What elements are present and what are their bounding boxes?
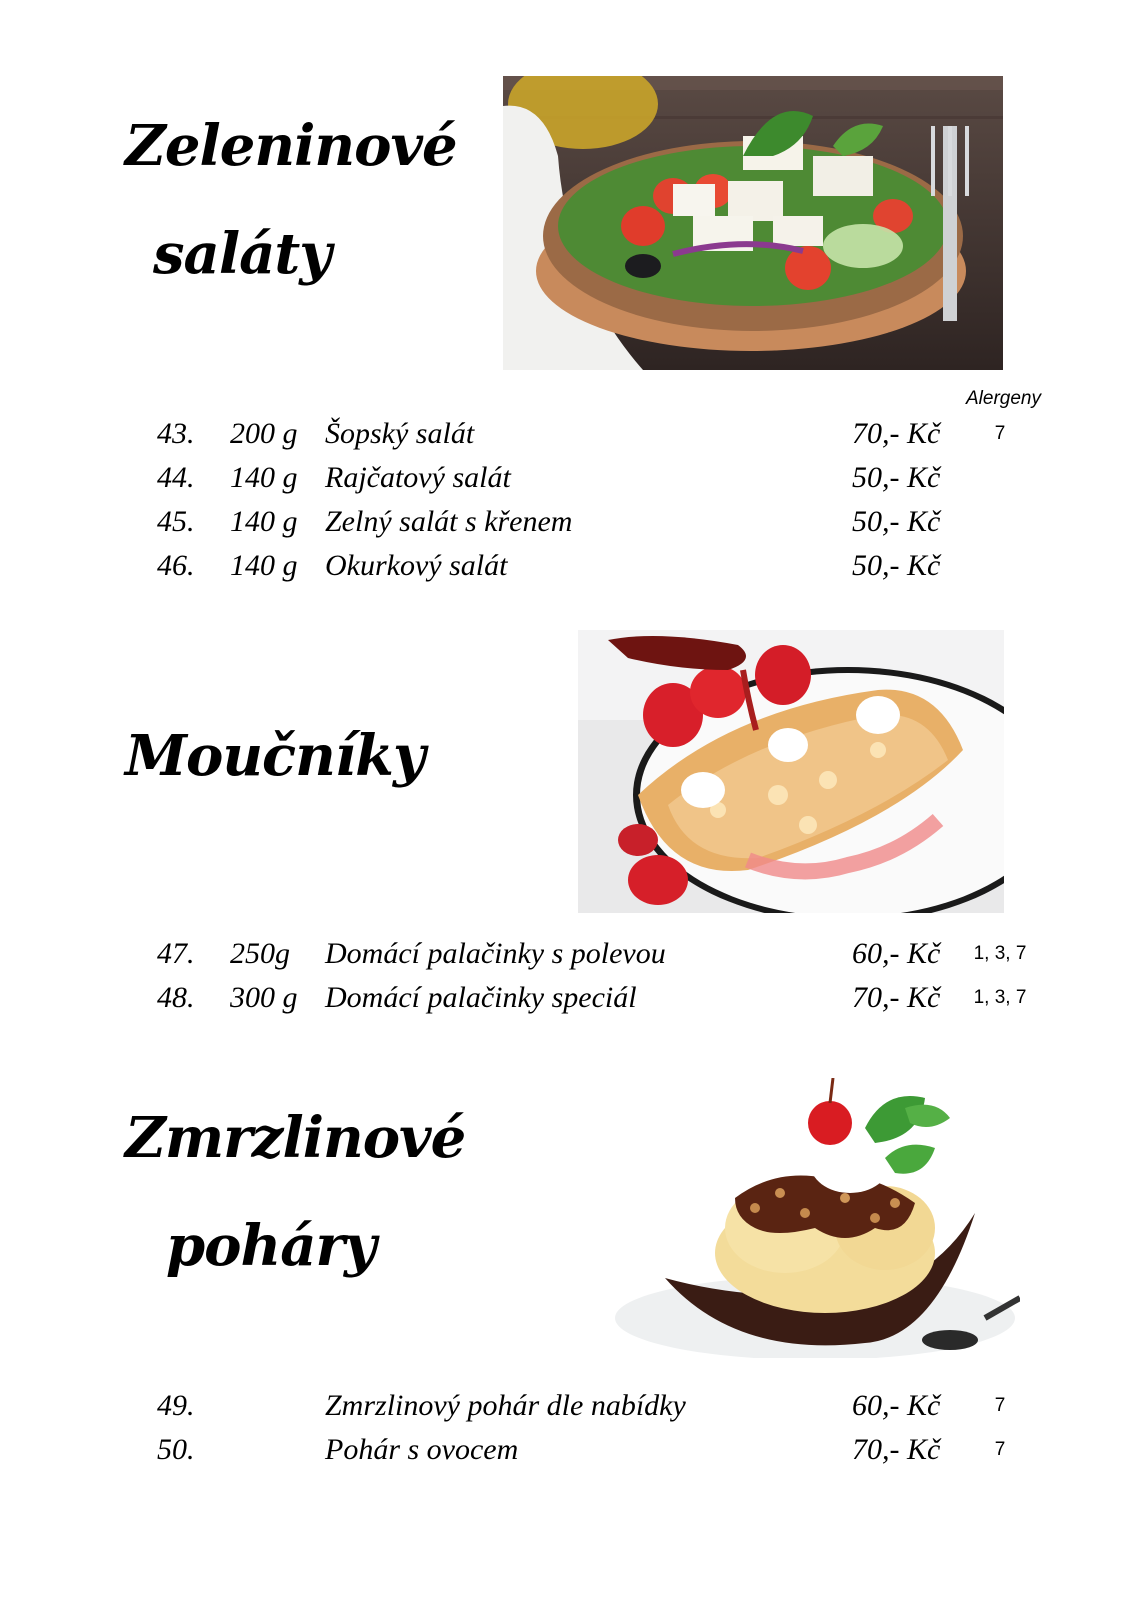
section-title-ice-cream-line2: poháry — [166, 1213, 376, 1279]
section-title-salads-line1: Zeleninové — [125, 113, 457, 179]
item-price: 50,- Kč — [852, 505, 941, 538]
item-name: Zelný salát s křenem — [325, 505, 573, 538]
section-title-salads-line2: saláty — [153, 221, 331, 287]
item-number: 50. — [157, 1433, 195, 1466]
item-weight: 300 g — [230, 981, 298, 1014]
menu-item — [0, 978, 1132, 1018]
section-title-desserts: Moučníky — [125, 723, 425, 789]
item-name: Domácí palačinky speciál — [325, 981, 637, 1014]
pancake-photo — [578, 630, 1004, 913]
item-number: 43. — [157, 417, 195, 450]
item-name: Pohár s ovocem — [325, 1433, 519, 1466]
item-number: 48. — [157, 981, 195, 1014]
item-number: 49. — [157, 1389, 195, 1422]
menu-item — [0, 1430, 1132, 1470]
item-allergens: 7 — [994, 1395, 1006, 1416]
item-price: 60,- Kč — [852, 1389, 941, 1422]
item-number: 44. — [157, 461, 195, 494]
menu-item — [0, 1386, 1132, 1426]
item-price: 50,- Kč — [852, 461, 941, 494]
item-price: 50,- Kč — [852, 549, 941, 582]
item-name: Domácí palačinky s polevou — [325, 937, 666, 970]
item-weight: 250g — [230, 937, 290, 970]
menu-item — [0, 458, 1132, 498]
item-price: 60,- Kč — [852, 937, 941, 970]
item-price: 70,- Kč — [852, 1433, 941, 1466]
item-price: 70,- Kč — [852, 981, 941, 1014]
item-price: 70,- Kč — [852, 417, 941, 450]
item-weight: 140 g — [230, 549, 298, 582]
item-number: 45. — [157, 505, 195, 538]
item-number: 47. — [157, 937, 195, 970]
allergens-heading: Alergeny — [966, 388, 1041, 409]
item-weight: 140 g — [230, 505, 298, 538]
item-name: Zmrzlinový pohár dle nabídky — [325, 1389, 686, 1422]
item-allergens: 1, 3, 7 — [973, 943, 1027, 964]
section-title-ice-cream-line1: Zmrzlinové — [125, 1105, 466, 1171]
item-number: 46. — [157, 549, 195, 582]
item-name: Rajčatový salát — [325, 461, 511, 494]
salad-photo — [503, 76, 1003, 370]
item-allergens: 7 — [994, 423, 1006, 444]
item-allergens: 7 — [994, 1439, 1006, 1460]
menu-item — [0, 546, 1132, 586]
item-name: Šopský salát — [325, 417, 475, 450]
item-weight: 200 g — [230, 417, 298, 450]
ice-cream-photo — [605, 1078, 1020, 1358]
item-allergens: 1, 3, 7 — [973, 987, 1027, 1008]
menu-item — [0, 414, 1132, 454]
menu-item — [0, 934, 1132, 974]
item-weight: 140 g — [230, 461, 298, 494]
item-name: Okurkový salát — [325, 549, 508, 582]
menu-item — [0, 502, 1132, 542]
